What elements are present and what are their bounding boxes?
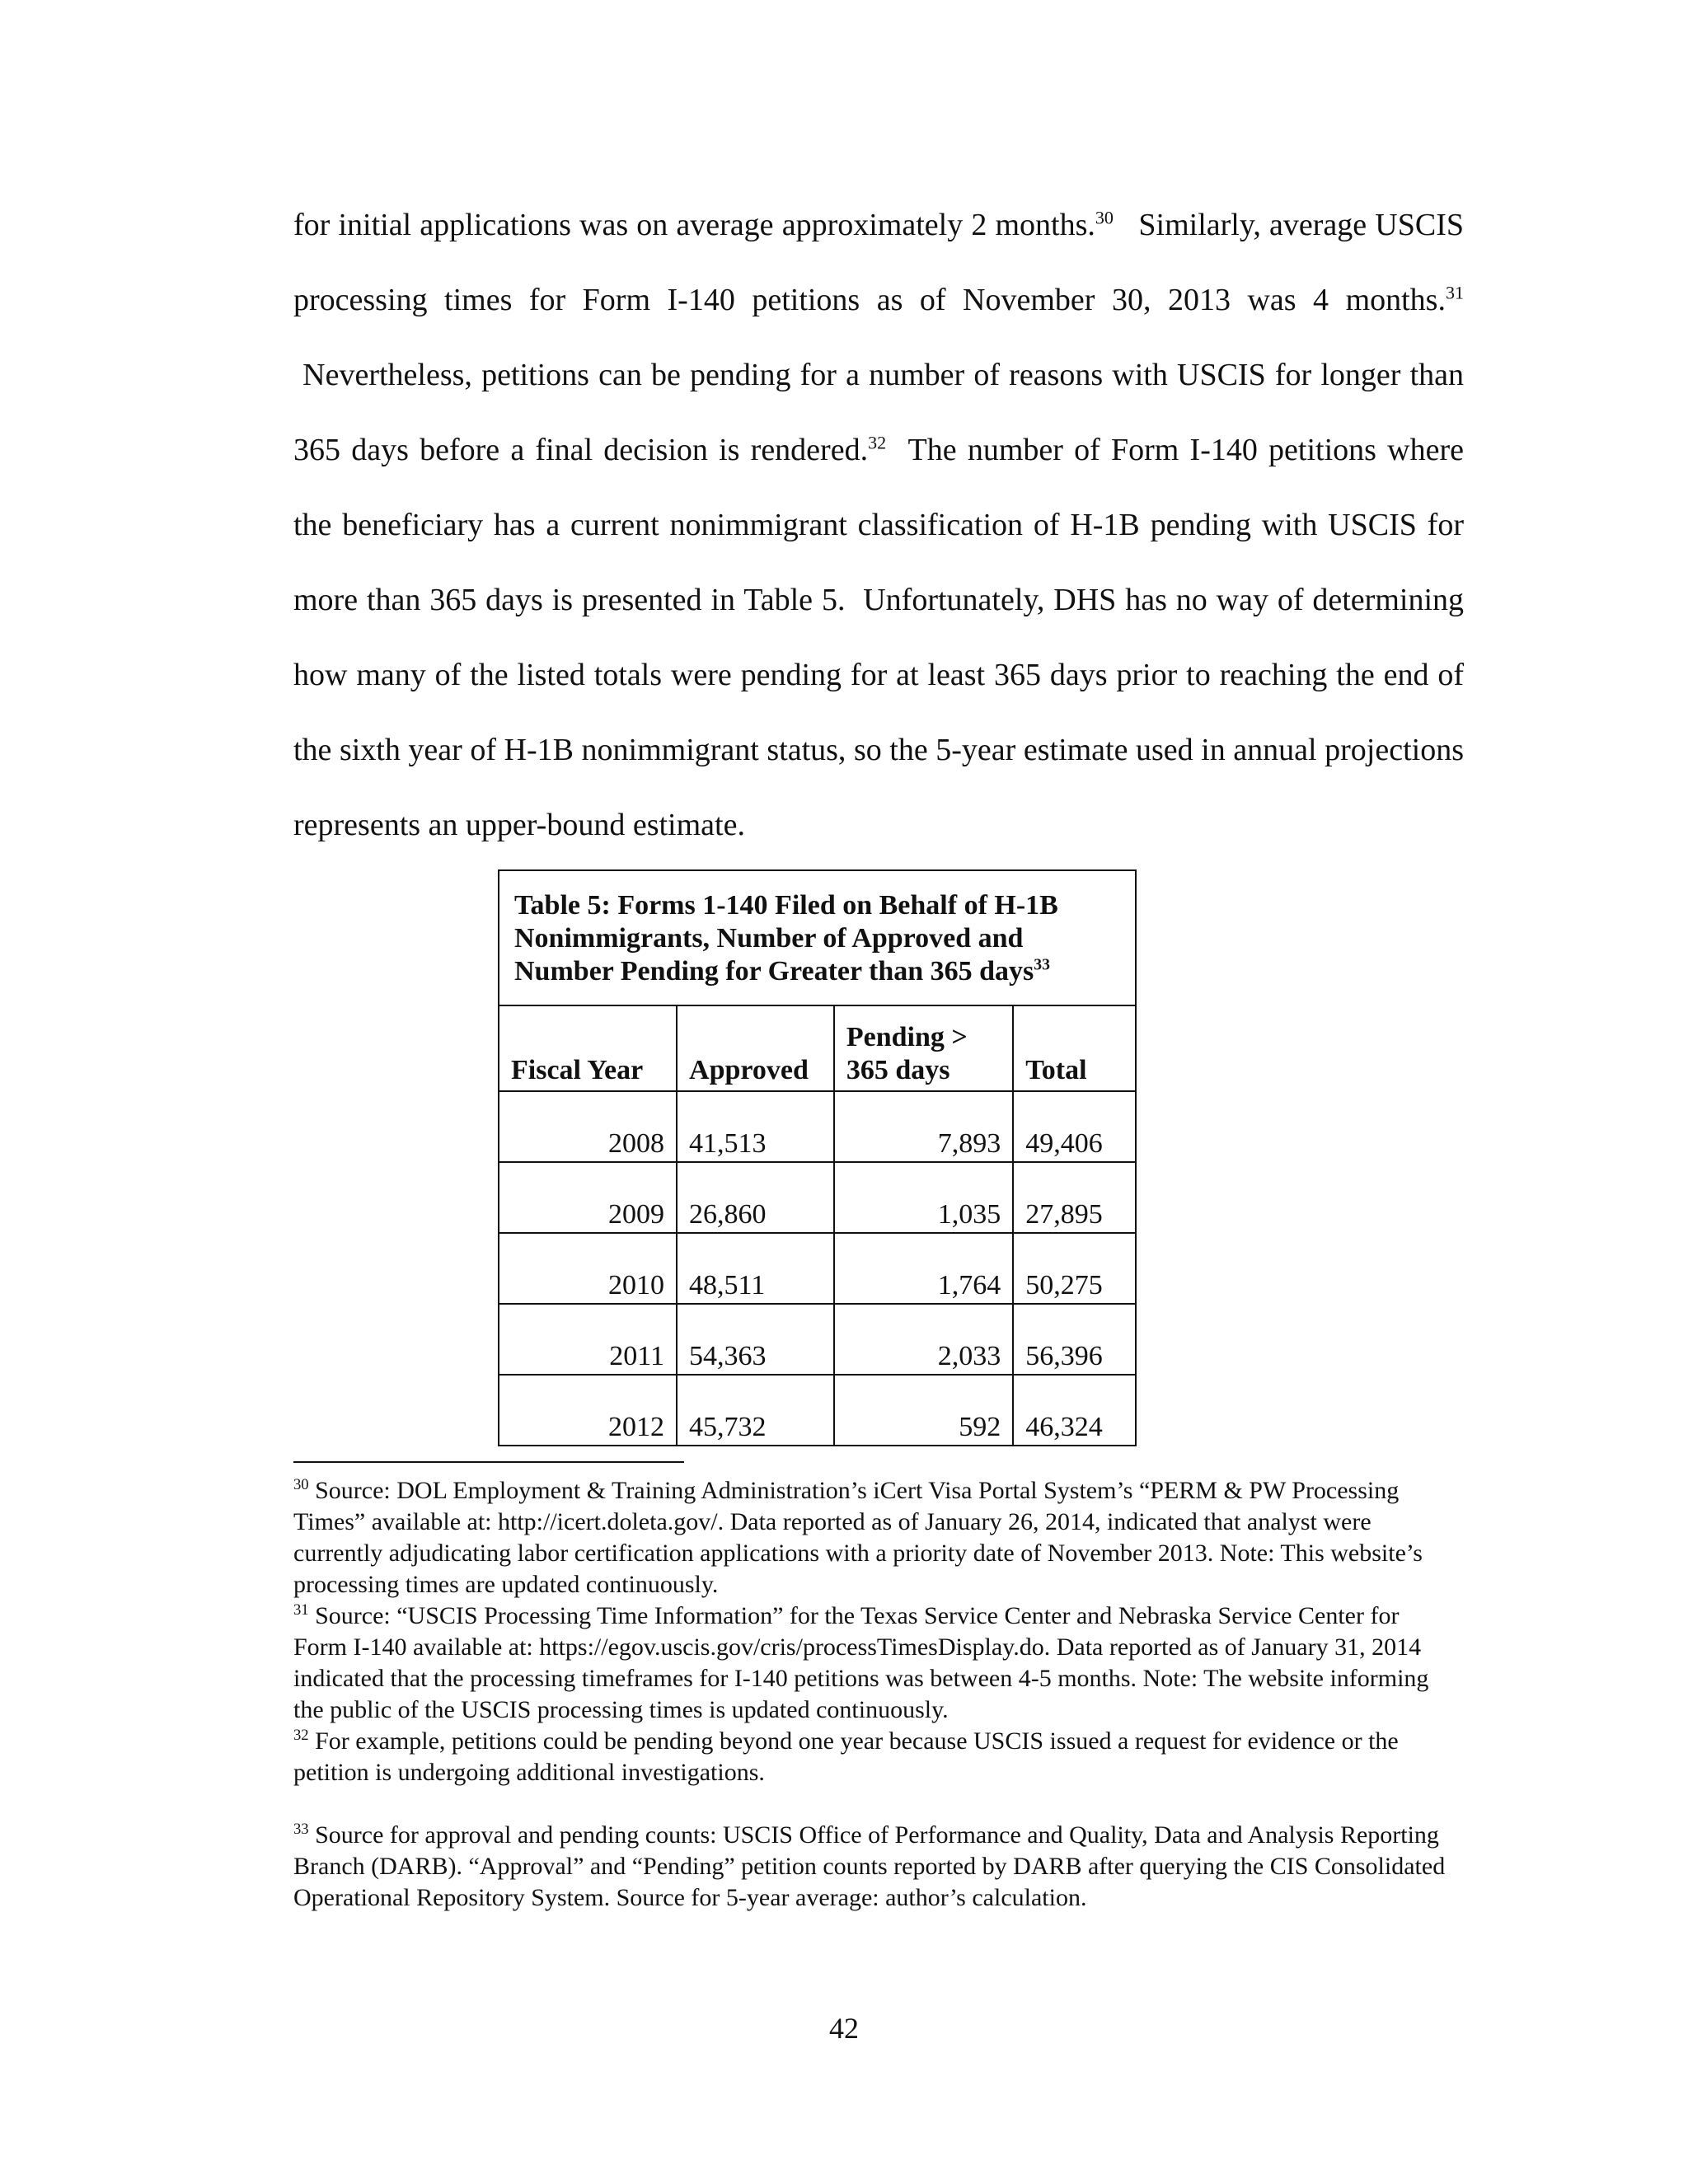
table-row <box>499 1091 1136 1162</box>
footnote-33 <box>293 1820 1447 1914</box>
cell-fiscal-year: 2008 <box>499 1091 677 1162</box>
cell-fiscal-year: 2010 <box>499 1233 677 1304</box>
cell-total: 50,275 <box>1013 1233 1136 1304</box>
cell-approved: 54,363 <box>677 1304 834 1375</box>
footnote-30 <box>293 1475 1447 1601</box>
cell-approved: 26,860 <box>677 1162 834 1233</box>
table-row <box>499 1162 1136 1233</box>
table-row <box>499 1375 1136 1446</box>
footnote-32 <box>293 1726 1447 1788</box>
table-row <box>499 1233 1136 1304</box>
cell-fiscal-year: 2012 <box>499 1375 677 1446</box>
footnote-number: 33 <box>293 1821 309 1838</box>
cell-pending: 1,035 <box>834 1162 1013 1233</box>
page-number: 42 <box>829 2012 859 2045</box>
header-pending-line1: Pending > <box>846 1022 968 1052</box>
header-pending-line2: 365 days <box>846 1055 950 1085</box>
footnote-divider <box>293 1461 684 1463</box>
footnote-text: Source for approval and pending counts: USCIS Office of Performance and Quality, Data and Analysis Reporting Branch (DARB). “Approval” and “Pending” petition counts reported by DARB after querying the CIS Consolidated Operational Repository System. Source for 5-year average: author’s calculation. <box>293 1821 1446 1911</box>
cell-pending: 7,893 <box>834 1091 1013 1162</box>
footnote-number: 32 <box>293 1727 309 1744</box>
cell-total: 46,324 <box>1013 1375 1136 1446</box>
cell-total: 27,895 <box>1013 1162 1136 1233</box>
body-paragraph-block <box>293 188 1464 863</box>
footnote-number: 31 <box>293 1601 309 1619</box>
table-row <box>499 1304 1136 1375</box>
header-approved: Approved <box>677 1005 834 1091</box>
footnote-text: For example, petitions could be pending beyond one year because USCIS issued a request for evidence or the petition is undergoing additional investigations. <box>293 1727 1399 1786</box>
cell-pending: 592 <box>834 1375 1013 1446</box>
table-caption-footnote-ref: 33 <box>1034 955 1050 974</box>
table-body <box>499 1091 1136 1446</box>
header-fiscal-year: Fiscal Year <box>499 1005 677 1091</box>
body-paragraph: for initial applications was on average approximately 2 months.$^{30}$ Similarly, average USCIS processing times for Form I-140 petitions as of November 30, 2013 was 4 months.$^{31}$ Nevertheless, petitions can be pending for a number of reasons with USCIS for longer than 365 days before a final decision is rendered.$^{32}$ The number of Form I-140 petitions where the beneficiary has a current nonimmigrant classification of H-1B pending with USCIS for more than 365 days is presented in Table 5. Unfortunately, DHS has no way of determining how many of the listed totals were pending for at least 365 days prior to reaching the end of the sixth year of H-1B nonimmigrant status, so the 5-year estimate used in annual projections represents an upper-bound estimate. <box>293 207 1464 842</box>
footnotes <box>293 1475 1447 1914</box>
table-header-row <box>499 1005 1136 1091</box>
table-caption-text: Table 5: Forms 1-140 Filed on Behalf of H-1B Nonimmigrants, Number of Approved and Number Pending for Greater than 365 days <box>514 890 1058 987</box>
header-pending <box>834 1005 1013 1091</box>
cell-approved: 45,732 <box>677 1375 834 1446</box>
cell-approved: 48,511 <box>677 1233 834 1304</box>
cell-fiscal-year: 2011 <box>499 1304 677 1375</box>
footnote-31 <box>293 1601 1447 1726</box>
cell-total: 49,406 <box>1013 1091 1136 1162</box>
cell-approved: 41,513 <box>677 1091 834 1162</box>
header-total: Total <box>1013 1005 1136 1091</box>
footnote-text: Source: DOL Employment & Training Administration’s iCert Visa Portal System’s “PERM & PW Processing Times” available at: http://icert.doleta.gov/. Data reported as of January 26, 2014, indicated that analyst were currently adjudicating labor certification applications with a priority date of November 2013. Note: This website’s processing times are updated continuously. <box>293 1477 1423 1598</box>
cell-pending: 1,764 <box>834 1233 1013 1304</box>
footnote-number: 30 <box>293 1476 309 1493</box>
cell-total: 56,396 <box>1013 1304 1136 1375</box>
footnote-text: Source: “USCIS Processing Time Information” for the Texas Service Center and Nebraska Service Center for Form I-140 available at: https://egov.uscis.gov/cris/processTimesDisplay.do. Data reported as of January 31, 2014 indicated that the processing timeframes for I-140 petitions was between 4-5 months. Note: The website informing the public of the USCIS processing times is updated continuously. <box>293 1602 1429 1723</box>
table-5 <box>498 869 1137 1446</box>
cell-fiscal-year: 2009 <box>499 1162 677 1233</box>
table-caption <box>499 870 1136 1005</box>
cell-pending: 2,033 <box>834 1304 1013 1375</box>
